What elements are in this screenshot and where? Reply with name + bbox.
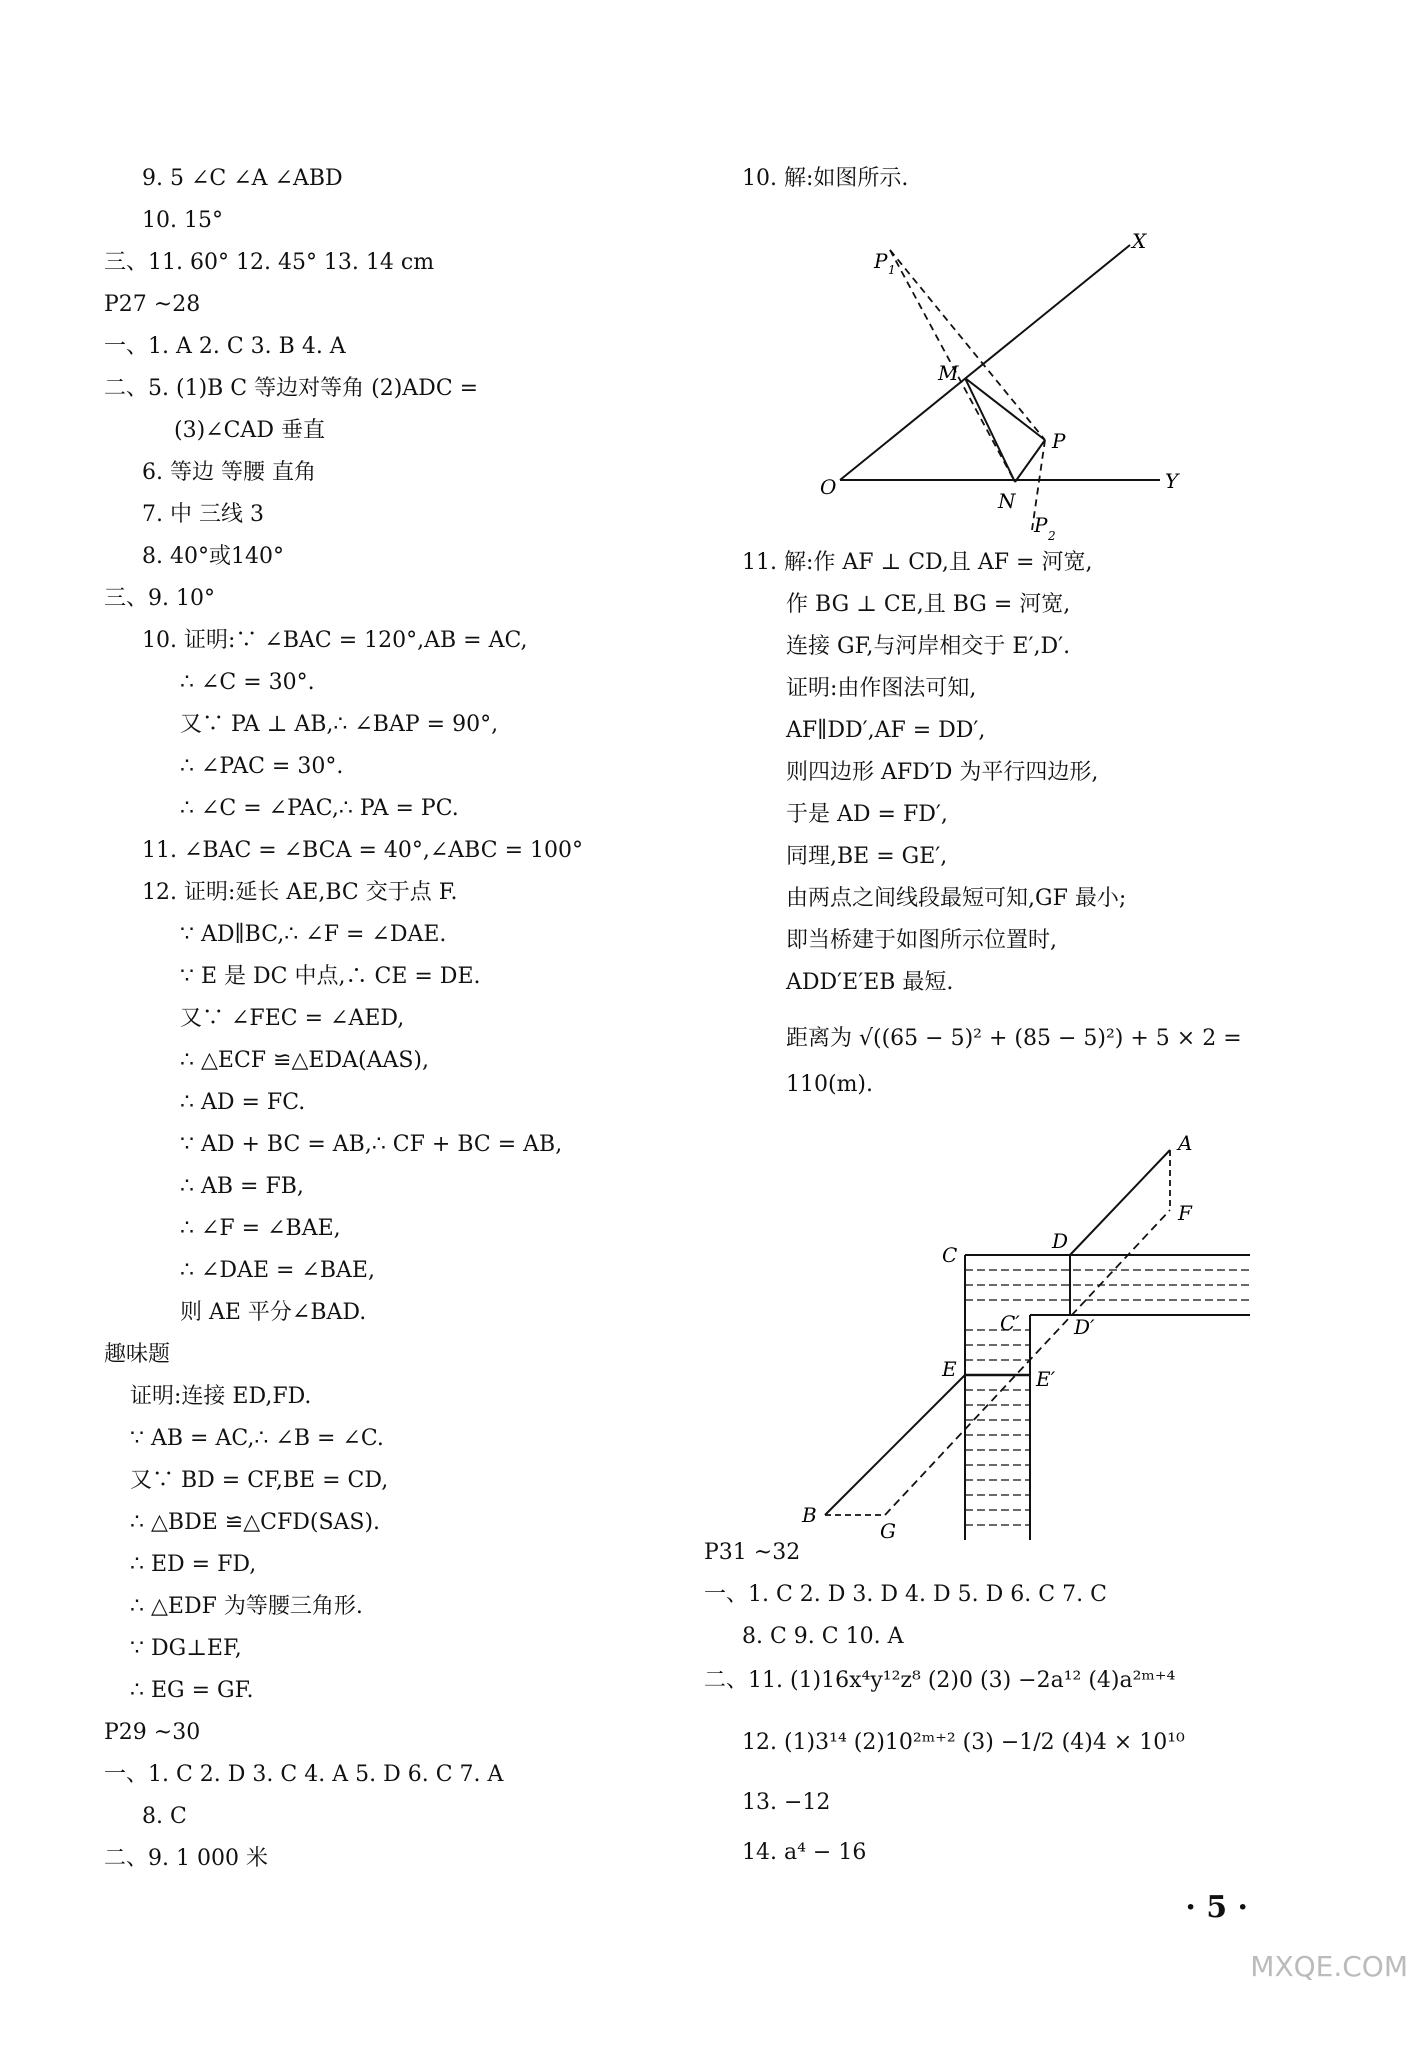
text-line: 二、5. (1)B C 等边对等角 (2)ADC =: [104, 376, 479, 401]
label-p1: P: [874, 249, 888, 273]
text-line: ∴ ED = FD,: [130, 1552, 257, 1577]
label-d-prime: D′: [1074, 1315, 1095, 1339]
text-line: 同理,BE = GE′,: [786, 844, 948, 869]
text-line: 三、9. 10°: [104, 586, 215, 611]
text-line: 即当桥建于如图所示位置时,: [786, 928, 1057, 953]
text-line: ∴ AB = FB,: [180, 1174, 304, 1199]
label-d: D: [1052, 1229, 1069, 1253]
text-line: 于是 AD = FD′,: [786, 802, 948, 827]
text-line: ∴ △ECF ≌△EDA(AAS),: [180, 1048, 430, 1073]
text-line: ∵ E 是 DC 中点,∴ CE = DE.: [180, 964, 481, 989]
text-line: 10. 证明:∵ ∠BAC = 120°,AB = AC,: [142, 628, 528, 653]
text-line: 10. 解:如图所示.: [742, 166, 909, 191]
label-g: G: [880, 1519, 896, 1543]
text-line: ∴ AD = FC.: [180, 1090, 306, 1115]
segment-eb: [825, 1375, 965, 1515]
label-y: Y: [1165, 469, 1179, 493]
page-number: · 5 ·: [1185, 1890, 1248, 1925]
text-line: 距离为 √((65 − 5)² + (85 − 5)²) + 5 × 2 =: [786, 1026, 1242, 1051]
segment-np: [1015, 440, 1045, 482]
text-line: 又∵ PA ⊥ AB,∴ ∠BAP = 90°,: [180, 712, 499, 737]
text-line: 连接 GF,与河岸相交于 E′,D′.: [786, 634, 1071, 659]
text-line: ∴ △BDE ≌△CFD(SAS).: [130, 1510, 381, 1535]
label-p1-sub: 1: [888, 263, 896, 277]
text-line: ∴ ∠C = ∠PAC,∴ PA = PC.: [180, 796, 459, 821]
label-x: X: [1132, 230, 1147, 253]
text-line: 8. C 9. C 10. A: [742, 1624, 904, 1649]
left-column: [0, 0, 700, 1950]
label-p2-sub: 2: [1048, 529, 1056, 543]
text-line: 由两点之间线段最短可知,GF 最小;: [786, 886, 1127, 911]
text-line: 一、1. C 2. D 3. C 4. A 5. D 6. C 7. A: [104, 1762, 504, 1787]
text-line: ∴ ∠PAC = 30°.: [180, 754, 344, 779]
text-line: AF∥DD′,AF = DD′,: [786, 718, 986, 743]
ray-ox: [840, 245, 1130, 480]
text-line: ADD′E′EB 最短.: [786, 970, 954, 995]
text-line: 11. 解:作 AF ⊥ CD,且 AF = 河宽,: [742, 550, 1093, 575]
text-line: 9. 5 ∠C ∠A ∠ABD: [142, 166, 343, 191]
text-line: 则 AE 平分∠BAD.: [180, 1300, 367, 1325]
text-line: 14. a⁴ − 16: [742, 1840, 867, 1865]
label-m: M: [938, 361, 959, 385]
dashed-p1-p: [890, 250, 1045, 440]
segment-mp: [965, 378, 1045, 440]
label-n: N: [998, 489, 1016, 513]
text-line: 证明:连接 ED,FD.: [130, 1384, 312, 1409]
label-f: F: [1178, 1201, 1192, 1225]
text-line: 8. C: [142, 1804, 187, 1829]
watermark-text: MXQE.COM: [1250, 1950, 1408, 1983]
label-p: P: [1052, 429, 1066, 453]
text-line: 13. −12: [742, 1790, 831, 1815]
label-p2: P: [1034, 513, 1048, 537]
text-line: 12. (1)3¹⁴ (2)10²ᵐ⁺² (3) −1/2 (4)4 × 10¹⁰: [742, 1730, 1185, 1755]
text-line: 证明:由作图法可知,: [786, 676, 977, 701]
figure-angle-construction: [820, 230, 1200, 550]
text-line: ∵ AB = AC,∴ ∠B = ∠C.: [130, 1426, 384, 1451]
text-line: 6. 等边 等腰 直角: [142, 460, 316, 485]
segment-ad: [1070, 1150, 1170, 1255]
text-line: 又∵ ∠FEC = ∠AED,: [180, 1006, 405, 1031]
label-o: O: [820, 475, 837, 499]
text-line: 一、1. A 2. C 3. B 4. A: [104, 334, 346, 359]
text-line: 二、11. (1)16x⁴y¹²z⁸ (2)0 (3) −2a¹² (4)a²ᵐ⁺⁴: [704, 1668, 1176, 1693]
text-line: 8. 40°或140°: [142, 544, 284, 569]
text-line: 7. 中 三线 3: [142, 502, 264, 527]
text-line: ∴ ∠C = 30°.: [180, 670, 315, 695]
label-a: A: [1178, 1131, 1193, 1155]
text-line: 三、11. 60° 12. 45° 13. 14 cm: [104, 250, 435, 275]
text-line: ∵ DG⊥EF,: [130, 1636, 242, 1661]
text-line: 一、1. C 2. D 3. D 4. D 5. D 6. C 7. C: [704, 1582, 1107, 1607]
label-e: E: [942, 1357, 957, 1381]
label-c-prime: C′: [1000, 1311, 1020, 1335]
text-line: 10. 15°: [142, 208, 223, 233]
text-line: P29 ~30: [104, 1720, 201, 1745]
text-line: 二、9. 1 000 米: [104, 1846, 268, 1871]
text-line: ∴ EG = GF.: [130, 1678, 254, 1703]
text-line: 又∵ BD = CF,BE = CD,: [130, 1468, 389, 1493]
text-line: ∵ AD∥BC,∴ ∠F = ∠DAE.: [180, 922, 447, 947]
text-line: ∴ △EDF 为等腰三角形.: [130, 1594, 363, 1619]
text-line: 趣味题: [104, 1342, 171, 1367]
label-c: C: [942, 1243, 958, 1267]
text-line: (3)∠CAD 垂直: [174, 418, 325, 443]
text-line: 作 BG ⊥ CE,且 BG = 河宽,: [786, 592, 1071, 617]
text-line: 11. ∠BAC = ∠BCA = 40°,∠ABC = 100°: [142, 838, 583, 863]
text-line: P31 ~32: [704, 1540, 801, 1565]
text-line: P27 ~28: [104, 292, 201, 317]
text-line: 则四边形 AFD′D 为平行四边形,: [786, 760, 1099, 785]
text-line: ∴ ∠F = ∠BAE,: [180, 1216, 341, 1241]
label-b: B: [802, 1503, 817, 1527]
text-line: ∴ ∠DAE = ∠BAE,: [180, 1258, 375, 1283]
text-line: ∵ AD + BC = AB,∴ CF + BC = AB,: [180, 1132, 563, 1157]
text-line: 12. 证明:延长 AE,BC 交于点 F.: [142, 880, 458, 905]
figure-river-bridge: [780, 1120, 1260, 1550]
text-line: 110(m).: [786, 1072, 874, 1097]
label-e-prime: E′: [1036, 1367, 1056, 1391]
